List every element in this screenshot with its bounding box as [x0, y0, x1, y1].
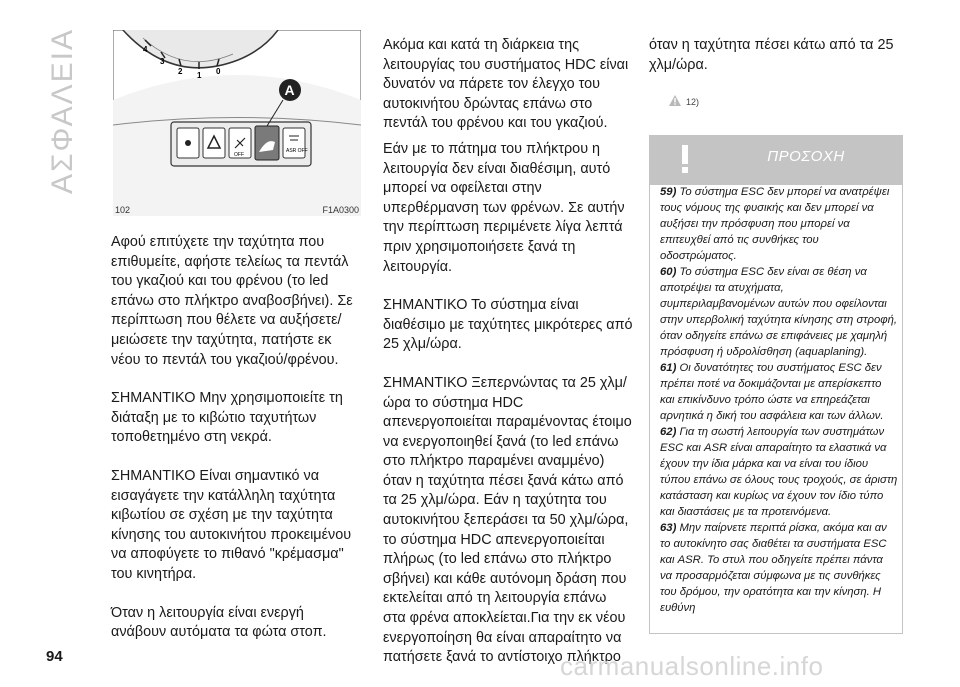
paragraph: ΣΗΜΑΝΤΙΚΟ Είναι σημαντικό να εισαγάγετε την κατάλληλη ταχύτητα κιβωτίου σε σχέση με την ταχύτητα κίνησης του αυτοκινήτου προκειμένου να αποφύγετε το πιθανό "κρέμασμα" του κινητήρα.	[111, 467, 352, 582]
warning-item	[660, 424, 898, 520]
lock-icon	[185, 140, 191, 146]
warning-title: ΠΡΟΣΟΧΗ	[767, 148, 845, 165]
warning-item-text: Για τη σωστή λειτουργία των συστημάτων ESC και ASR είναι απαραίτητο τα ελαστικά να έχουν την ίδια μάρκα και να είναι του ίδιου τύπου επάνω σε όλους τους τροχούς, σε άριστη κατάσταση και κυρίως να έχουν τον ίδιο τύπο και διαστάσεις με τα προτεινόμενα.	[660, 426, 898, 518]
paragraph: ΣΗΜΑΝΤΙΚΟ Ξεπερνώντας τα 25 χλμ/ώρα το σύστημα HDC απενεργοποιείται παραμένοντας έτοιμο να ενεργοποιηθεί ξανά (το led επάνω στο πλήκτρο παραμένει αναμμένο) όταν η ταχύτητα πέσει ξανά κάτω από τα 25 χλμ/ώρα. Εάν η ταχύτητα του αυτοκινήτου ξεπεράσει τα 50 χλμ/ώρα, το σύστημα HDC απενεργοποιείται πλήρως (το led επάνω στο πλήκτρο σβήνει) και κάθε αυτόνομη δράση που εκτελείται από τη λειτουργία επάνω στα φρένα αποκλείεται.Για την εκ νέου ενεργοποίηση θα είναι απαραίτητο να πατήσετε ξανά το αντίστοιχο πλήκτρο	[383, 374, 632, 666]
warning-item	[660, 520, 898, 616]
paragraph: όταν η ταχύτητα πέσει κάτω από τα 25 χλμ/ώρα.	[649, 37, 894, 73]
warning-item-number: 63)	[660, 522, 677, 534]
watermark: carmanualsonline.info	[560, 651, 824, 681]
dial-number-0: 0	[216, 67, 221, 76]
warning-item	[660, 184, 898, 264]
column-2	[383, 36, 633, 687]
hdc-button[interactable]	[229, 128, 251, 158]
paragraph: ΣΗΜΑΝΤΙΚΟ Μην χρησιμοποιείτε τη διάταξη με το κιβώτιο ταχυτήτων τοποθετημένο στη νεκρά.	[111, 390, 343, 446]
paragraph: Εάν με το πάτημα του πλήκτρου η λειτουργία δεν είναι διαθέσιμη, αυτό μπορεί να οφείλεται στην υπερθέρμανση των φρένων. Σε αυτήν την περίπτωση περιμένετε λίγα λεπτά πριν χρησιμοποιήσετε ξανά τη λειτουργία.	[383, 140, 625, 275]
warning-item	[660, 360, 898, 424]
column-1	[111, 233, 361, 662]
warning-item-number: 61)	[660, 362, 677, 374]
warning-item-number: 60)	[660, 266, 677, 278]
dial-number-2: 2	[178, 67, 183, 76]
lock-button[interactable]	[177, 128, 199, 158]
note-reference-number: 12)	[686, 97, 700, 107]
section-tab-label: ΑΣΦΑΛΕΙΑ	[46, 28, 79, 195]
paragraph: Όταν η λειτουργία είναι ενεργή ανάβουν αυτόματα τα φώτα στοπ.	[111, 604, 327, 641]
paragraph: ΣΗΜΑΝΤΙΚΟ Το σύστημα είναι διαθέσιμο με ταχύτητες μικρότερες από 25 χλμ/ώρα.	[383, 297, 633, 353]
warning-item-text: Μην παίρνετε περιττά ρίσκα, ακόμα και αν το αυτοκίνητο σας διαθέτει τα συστήματα ESC και ASR. Το στυλ που οδηγείτε πρέπει πάντα να προσαρμόζεται σύμφωνα με τις συνθήκες του δρόμου, την ορατότητα και την κίνηση. Η ευθύνη	[660, 522, 887, 614]
warning-icon	[671, 144, 699, 174]
warning-item	[660, 264, 898, 360]
warning-text	[660, 184, 898, 616]
asr-button[interactable]	[283, 128, 308, 158]
warning-item-text: Το σύστημα ESC δεν μπορεί να ανατρέψει τους νόμους της φυσικής και δεν μπορεί να αυξήσει την πρόσφυση που μπορεί να επιτευχθεί από τις συνθήκες του οδοστρώματος.	[660, 186, 890, 262]
slope-button[interactable]	[255, 126, 279, 160]
figure-number: 102	[115, 205, 131, 215]
warning-header	[649, 135, 903, 184]
dial-number-1: 1	[197, 71, 202, 80]
dial-number-4: 4	[143, 45, 148, 54]
warning-item-number: 62)	[660, 426, 677, 438]
page-number: 94	[46, 648, 63, 665]
column-3	[649, 36, 899, 94]
dial-number-3: 3	[160, 57, 165, 66]
paragraph: Αφού επιτύχετε την ταχύτητα που επιθυμείτε, αφήστε τελείως τα πεντάλ του γκαζιού και του φρένου (το led επάνω στο πλήκτρο αναβοσβήνει). Σε περίπτωση που θέλετε να αυξήσετε/μειώσετε την ταχύτητα, πατήστε εκ νέου το πεντάλ του γκαζιού/φρένου.	[111, 234, 353, 368]
dashboard-figure	[113, 30, 361, 216]
warning-item-text: Το σύστημα ESC δεν είναι σε θέση να αποτρέψει τα ατυχήματα, συμπεριλαμβανομένων αυτών που οφείλονται στην υπερβολική ταχύτητα κίνησης στη στροφή, όταν οδηγείτε επάνω σε επιφάνειες με χαμηλή πρόσφυση ή υδρολίσθηση (aquaplaning).	[660, 266, 898, 358]
paragraph: Ακόμα και κατά τη διάρκεια της λειτουργίας του συστήματος HDC είναι δυνατόν να πάρετε τον έλεγχο του αυτοκινήτου δρώντας επάνω στο πεντάλ του φρένου και του γκαζιού.	[383, 37, 629, 132]
warning-item-text: Οι δυνατότητες του συστήματος ESC δεν πρέπει ποτέ να δοκιμάζονται με απερίσκεπτο και επικίνδυνο τρόπο ώστε να επηρεάζεται αρνητικά η δική του ασφάλεια και των άλλων.	[660, 362, 884, 422]
hdc-label: OFF	[234, 152, 244, 158]
callout-label: A	[284, 82, 295, 98]
figure-code: F1A0300	[322, 205, 359, 215]
asr-label: ASR OFF	[286, 148, 308, 154]
caution-small-icon	[668, 94, 682, 107]
section-tab	[46, 28, 86, 195]
warning-item-number: 59)	[660, 186, 677, 198]
hazard-button[interactable]	[203, 128, 225, 158]
